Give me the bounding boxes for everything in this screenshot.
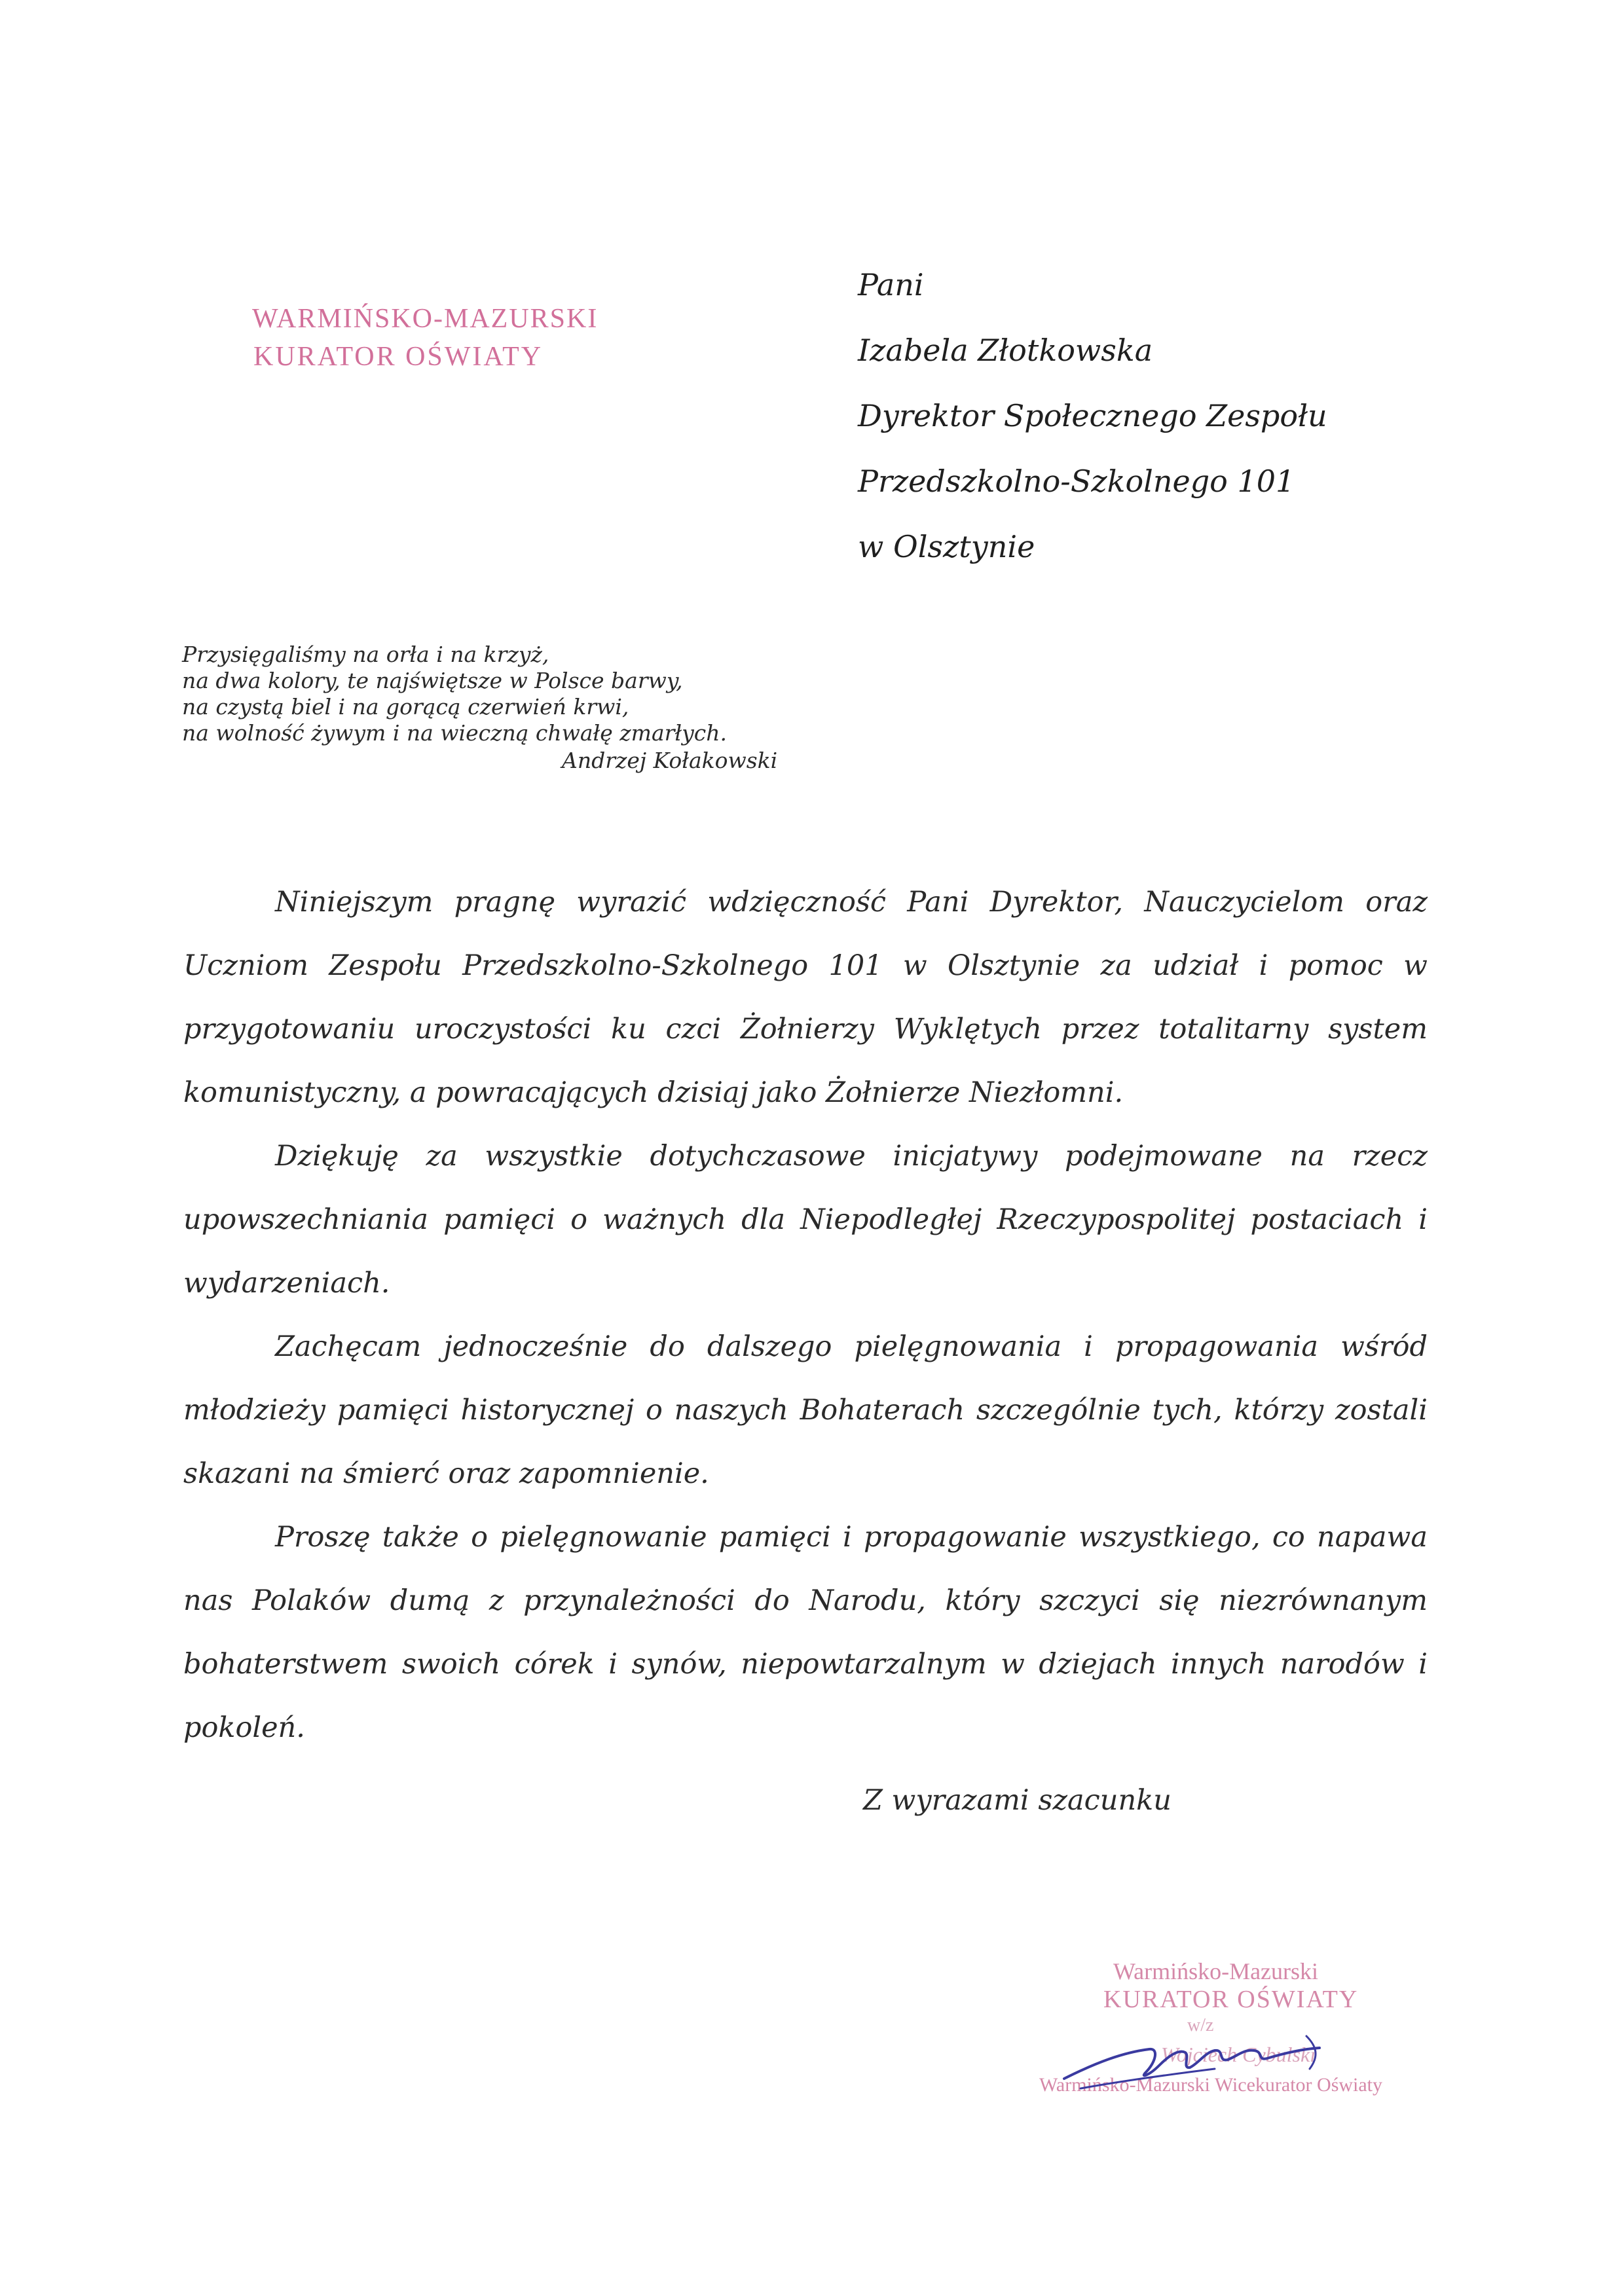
poem-line: na wolność żywym i na wieczną chwałę zmarłych. (182, 720, 727, 746)
body-paragraph: Niniejszym pragnę wyrazić wdzięczność Pani Dyrektor, Nauczycielom oraz Uczniom Zespołu Przedszkolno-Szkolnego 101 w Olsztynie za udział i pomoc w przygotowaniu uroczystości ku czci Żołnierzy Wyklętych przez totalitarny system komunistyczny, a powracających dzisiaj jako Żołnierze Niezłomni. (183, 886, 1428, 1109)
addressee-title: Dyrektor Społecznego Zespołu (858, 398, 1327, 433)
poem-line: na czystą biel i na gorącą czerwień krwi, (182, 694, 629, 720)
letter-body (183, 871, 1428, 1760)
stamp-line-1: Warmińsko-Mazurski (1113, 1958, 1319, 1984)
stamp-line-4: Wojciech Cybulski (1161, 2043, 1316, 2066)
signature-stamp (1018, 1958, 1424, 2128)
body-paragraph: Proszę także o pielęgnowanie pamięci i propagowanie wszystkiego, co napawa nas Polaków dumą z przynależności do Narodu, który szczyci się niezrównanym bohaterstwem swoich córek i synów, niepowtarzalnym w dziejach innych narodów i pokoleń. (183, 1521, 1428, 1744)
body-paragraph: Zachęcam jednocześnie do dalszego pielęgnowania i propagowania wśród młodzieży pamięci historycznej o naszych Bohaterach szczególnie tych, którzy zostali skazani na śmierć oraz zapomnienie. (183, 1330, 1428, 1490)
letterhead-line-2: KURATOR OŚWIATY (253, 342, 544, 372)
addressee-salutation: Pani (858, 267, 924, 302)
body-paragraph: Dziękuję za wszystkie dotychczasowe inicjatywy podejmowane na rzecz upowszechniania pamięci o ważnych dla Niepodległej Rzeczypospolitej postaciach i wydarzeniach. (183, 1140, 1428, 1300)
addressee-institution: Przedszkolno-Szkolnego 101 (858, 464, 1295, 499)
poem-line: Przysięgaliśmy na orła i na krzyż, (182, 642, 549, 667)
letterhead-stamp (252, 300, 598, 376)
stamp-line-3: w/z (1187, 2015, 1214, 2035)
closing-phrase: Z wyrazami szacunku (863, 1784, 1172, 1817)
addressee-name: Izabela Złotkowska (858, 333, 1153, 368)
letterhead-line-1: WARMIŃSKO-MAZURSKI (252, 304, 599, 334)
poem-author: Andrzej Kołakowski (562, 748, 778, 773)
handwritten-signature (1018, 1984, 1411, 2115)
poem-line: na dwa kolory, te najświętsze w Polsce barwy, (182, 668, 683, 693)
stamp-line-2: KURATOR OŚWIATY (1103, 1986, 1359, 2013)
stamp-line-5: Warmińsko-Mazurski Wicekurator Oświaty (1039, 2074, 1383, 2096)
addressee-block (858, 252, 1327, 579)
addressee-city: w Olsztynie (858, 529, 1035, 564)
poem-quote (182, 642, 777, 774)
